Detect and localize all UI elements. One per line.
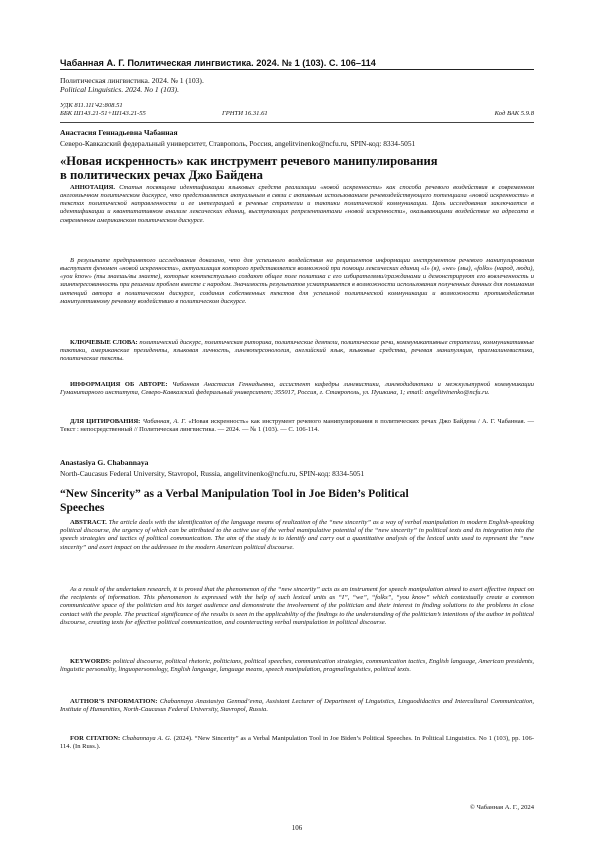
keywords-en-label: KEYWORDS: (70, 658, 112, 665)
citation-ru-text: «Новая искренность» как инструмент речевого манипулирования в политических речах Джо Байдена / А. Г. Чабанная. — Текст : непосредственный // Политическая лингвистика. — 2024. — № 1 (103). — С. 106-114. (60, 418, 535, 434)
keywords-ru-label: КЛЮЧЕВЫЕ СЛОВА: (70, 339, 138, 346)
author-info-ru-label: ИНФОРМАЦИЯ ОБ АВТОРЕ: (70, 381, 168, 388)
author-info-en-label: AUTHOR’S INFORMATION: (70, 698, 158, 705)
citation-en (60, 735, 534, 751)
abstract-en-text: The article deals with the identification of the language means of realization of the “new sincerity” as a way of verbal manipulation in modern English-speaking political discourse, the urgency of which can be attributed to the active use of the verbal manipulative potential of the “new sincerity” in political texts and its integration into the speech strategies and tactics of political communication. The aim of the study is to identify and carry out a quantitative analysis of the lexical units used to represent the “new sincerity” and exert impact on the addressee in the modern American political discourse. (60, 519, 534, 551)
abstract-en-2: As a result of the undertaken research, it is proved that the phenomenon of the “new sincerity” acts as an instrument for speech manipulation aimed to exert effective impact on the recipients of information. This phenomenon is expressed with the help of such lexical units as “I”, “we”, “folks”, “you know” which contextually create a common communicative space of the politician and his target audience and demonstrate the involvement of the politician and their interest in finding solutions to the problems in close contact with the people. The practical significance of the results is seen in the applicability of the findings to the understanding of the politician’s intentions of the author in political discourse, creating texts for effective political communication, and counteracting verbal manipulation in political discourse. (60, 586, 534, 626)
source-info (60, 76, 204, 95)
bbk-code: ББК Ш143.21-51+Ш143.21-55 (60, 110, 146, 118)
vak-code: Код ВАК 5.9.8 (494, 110, 534, 118)
abstract-ru-label: АННОТАЦИЯ. (70, 184, 115, 191)
citation-ru-label: ДЛЯ ЦИТИРОВАНИЯ: (70, 418, 141, 425)
abstract-ru (60, 184, 534, 225)
keywords-ru-text: политический дискурс, политическая риторика, политические деятели, политические речи, коммуникативные стратегии, коммуникативные тактики, американские президенты, языковая личность, лингвоперсонология, английский язык, языковые средства, речевая манипуляция, прагмалингвистика, политические тексты. (60, 339, 534, 363)
title-ru (60, 154, 534, 182)
keywords-en-text: political discourse, political rhetoric, politicians, political speeches, communication strategies, communication tactics, English language, American presidents, linguistic personality, linguopersonology, English language, language means, speech manipulation, pragmalinguistics, political texts. (60, 658, 534, 674)
keywords-en (60, 658, 534, 674)
source-ru: Политическая лингвистика. 2024. № 1 (103). (60, 76, 204, 85)
abstract-ru-text: Статья посвящена идентификации языковых средств реализации «новой искренности» как способа речевого воздействия в современном англоязычном политическом дискурсе, что представляется актуальным в связи с активным использованием речевоздействующего потенциала «новой искренности» в текстах политической направленности и ее интеграцией в речевые стратегии и тактики политической коммуникации. Цель исследования заключается в идентификации и квантитативном анализе лексических единиц, выступающих репрезентантами «новой искренности», оказывающими воздействие на адресата в современном американском политическом дискурсе. (60, 184, 534, 224)
running-header: Чабанная А. Г. Политическая лингвистика. 2024. № 1 (103). С. 106–114 (60, 58, 376, 68)
title-ru-line2: в политических речах Джо Байдена (60, 168, 263, 182)
title-en-line2: Speeches (60, 500, 105, 514)
title-en-line1: “New Sincerity” as a Verbal Manipulation Tool in Joe Biden’s Political (60, 487, 409, 500)
affiliation-ru: Северо-Кавказский федеральный университет, Ставрополь, Россия, angelitvinenko@ncfu.ru, SPIN-код: 8334-5051 (60, 139, 416, 148)
classification-codes (60, 102, 534, 119)
author-name-en: Anastasiya G. Chabannaya (60, 458, 149, 467)
abstract-en (60, 519, 534, 552)
author-name-ru: Анастасия Геннадьевна Чабанная (60, 128, 178, 137)
abstract-en-label: ABSTRACT. (70, 519, 107, 526)
author-info-ru (60, 381, 534, 397)
title-ru-line1: «Новая искренность» как инструмент речевого манипулирования (60, 154, 438, 168)
codes-rule (60, 122, 534, 123)
grnti-code: ГРНТИ 16.31.61 (222, 110, 268, 118)
abstract-ru-2: В результате предпринятого исследования доказано, что для успешного воздействия на реципиентов информации инструментом речевого манипулирования выступает феномен «новой искренности», актуализация которого представляется возможной при помощи лексических единиц «I» (я), «we» (мы), «folks» (народ, люди), «you know» (ты знаешь/вы знаете), которые контекстуально создают общее поле политика с его избирателями/гражданами и демонстрируют его вовлеченность и заинтересованность при решении проблем вместе с народом. Значимость результатов усматривается в возможности использования полученных данных для понимания интенций автора в политическом дискурсе, создания собственных текстов для успешной политической коммуникации и возможности противодействия манипулятивному речевому воздействию в политическом дискурсе. (60, 257, 534, 305)
citation-ru-author: Чабанная, А. Г. (142, 418, 187, 425)
keywords-ru (60, 339, 534, 363)
page-number: 106 (291, 824, 303, 832)
author-info-ru-text: Чабанная Анастасия Геннадьевна, ассистент кафедры лингвистики, лингводидактики и межкультурной коммуникации Гуманитарного института, Северо-Кавказский федеральный университет; 355017, Россия, г. Ставрополь, ул. Пушкина, 1; email: angelitvinenko@ncfu.ru. (60, 381, 535, 397)
source-en: Political Linguistics. 2024. No 1 (103). (60, 85, 179, 95)
citation-en-author: Chabannaya A. G. (122, 735, 172, 742)
citation-en-label: FOR CITATION: (70, 735, 121, 742)
affiliation-en: North-Caucasus Federal University, Stavropol, Russia, angelitvinenko@ncfu.ru, SPIN-код: 8334-5051 (60, 469, 365, 478)
author-info-en-text: Chabannaya Anastasiya Gennad’evna, Assistant Lecturer of Department of Linguistics, Linguodidactics and Intercultural Communication, Institute of Humanities, North-Caucasus Federal University, Stavropol, Russia. (60, 698, 534, 714)
title-en (60, 487, 534, 514)
copyright: © Чабанная А. Г., 2024 (469, 804, 534, 811)
author-info-en (60, 698, 534, 714)
header-rule (60, 69, 534, 70)
citation-ru (60, 418, 534, 434)
citation-en-text: (2024). “New Sincerity” as a Verbal Manipulation Tool in Joe Biden’s Political Speeches. In Political Linguistics. No 1 (103), pp. 106-114. (In Russ.). (60, 735, 535, 751)
udk-code: УДК 811.111'42:808.51 (60, 102, 123, 109)
